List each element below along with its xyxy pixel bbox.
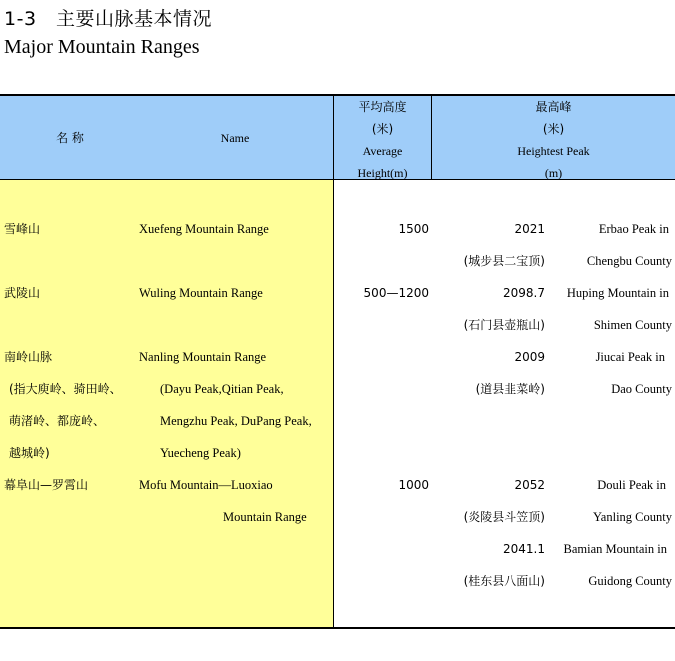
peak-location-cn: (炎陵县斗笠顶) (463, 510, 545, 524)
avg-height: 1000 (398, 478, 429, 492)
range-subnames-en: (Dayu Peak,Qitian Peak, (160, 382, 284, 396)
header-name-en: Name (220, 131, 250, 145)
peak-name-en: Douli Peak in (597, 478, 666, 492)
range-subnames-cn: 越城岭) (9, 446, 50, 460)
table-title-en: Major Mountain Ranges (4, 36, 200, 58)
peak-height: 2021 (514, 222, 545, 236)
header-highest-peak: 最高峰 (米) Heightest Peak (m) (517, 100, 590, 180)
peak-location-cn: (道县韭菜岭) (475, 382, 545, 396)
peak-county-en: Chengbu County (586, 254, 672, 268)
peak-location-cn: (石门县壶瓶山) (463, 318, 545, 332)
peak-location-cn: (城步县二宝顶) (463, 254, 545, 268)
range-name-en: Wuling Mountain Range (139, 286, 263, 300)
range-name-en: Nanling Mountain Range (139, 350, 267, 364)
peak-height: 2098.7 (503, 286, 545, 300)
avg-height: 500—1200 (363, 286, 429, 300)
peak-height: 2041.1 (503, 542, 545, 556)
table-title-cn: 1-3 主要山脉基本情况 (4, 8, 213, 30)
yellow-name-column (0, 180, 334, 627)
header-avg-height: 平均高度 (米) Average Height(m) (357, 100, 408, 180)
range-name-cn: 武陵山 (4, 286, 41, 300)
range-name-en: Xuefeng Mountain Range (139, 222, 269, 236)
avg-height: 1500 (398, 222, 429, 236)
peak-county-en: Yanling County (593, 510, 672, 524)
range-name-cn: 雪峰山 (4, 222, 41, 236)
range-name-cn: 南岭山脉 (4, 350, 53, 364)
peak-height: 2009 (514, 350, 545, 364)
peak-name-en: Erbao Peak in (598, 222, 669, 236)
peak-name-en: Huping Mountain in (566, 286, 669, 300)
range-subnames-cn: (指大庾岭、骑田岭、 (9, 382, 122, 396)
peak-county-en: Dao County (611, 382, 672, 396)
bottom-rule (0, 627, 675, 629)
range-name-en: Mountain Range (223, 510, 307, 524)
peak-location-cn: (桂东县八面山) (463, 574, 545, 588)
range-subnames-en: Mengzhu Peak, DuPang Peak, (160, 414, 312, 428)
range-subnames-en: Yuecheng Peak) (160, 446, 241, 460)
range-subnames-cn: 萌渚岭、都庞岭、 (9, 414, 106, 428)
range-name-cn: 幕阜山—罗霄山 (4, 478, 89, 492)
header-name-cn: 名 称 (56, 131, 84, 145)
peak-county-en: Shimen County (593, 318, 672, 332)
peak-name-en: Jiucai Peak in (595, 350, 665, 364)
peak-county-en: Guidong County (588, 574, 672, 588)
range-name-en: Mofu Mountain—Luoxiao (139, 478, 273, 492)
peak-name-en: Bamian Mountain in (563, 542, 667, 556)
peak-height: 2052 (514, 478, 545, 492)
